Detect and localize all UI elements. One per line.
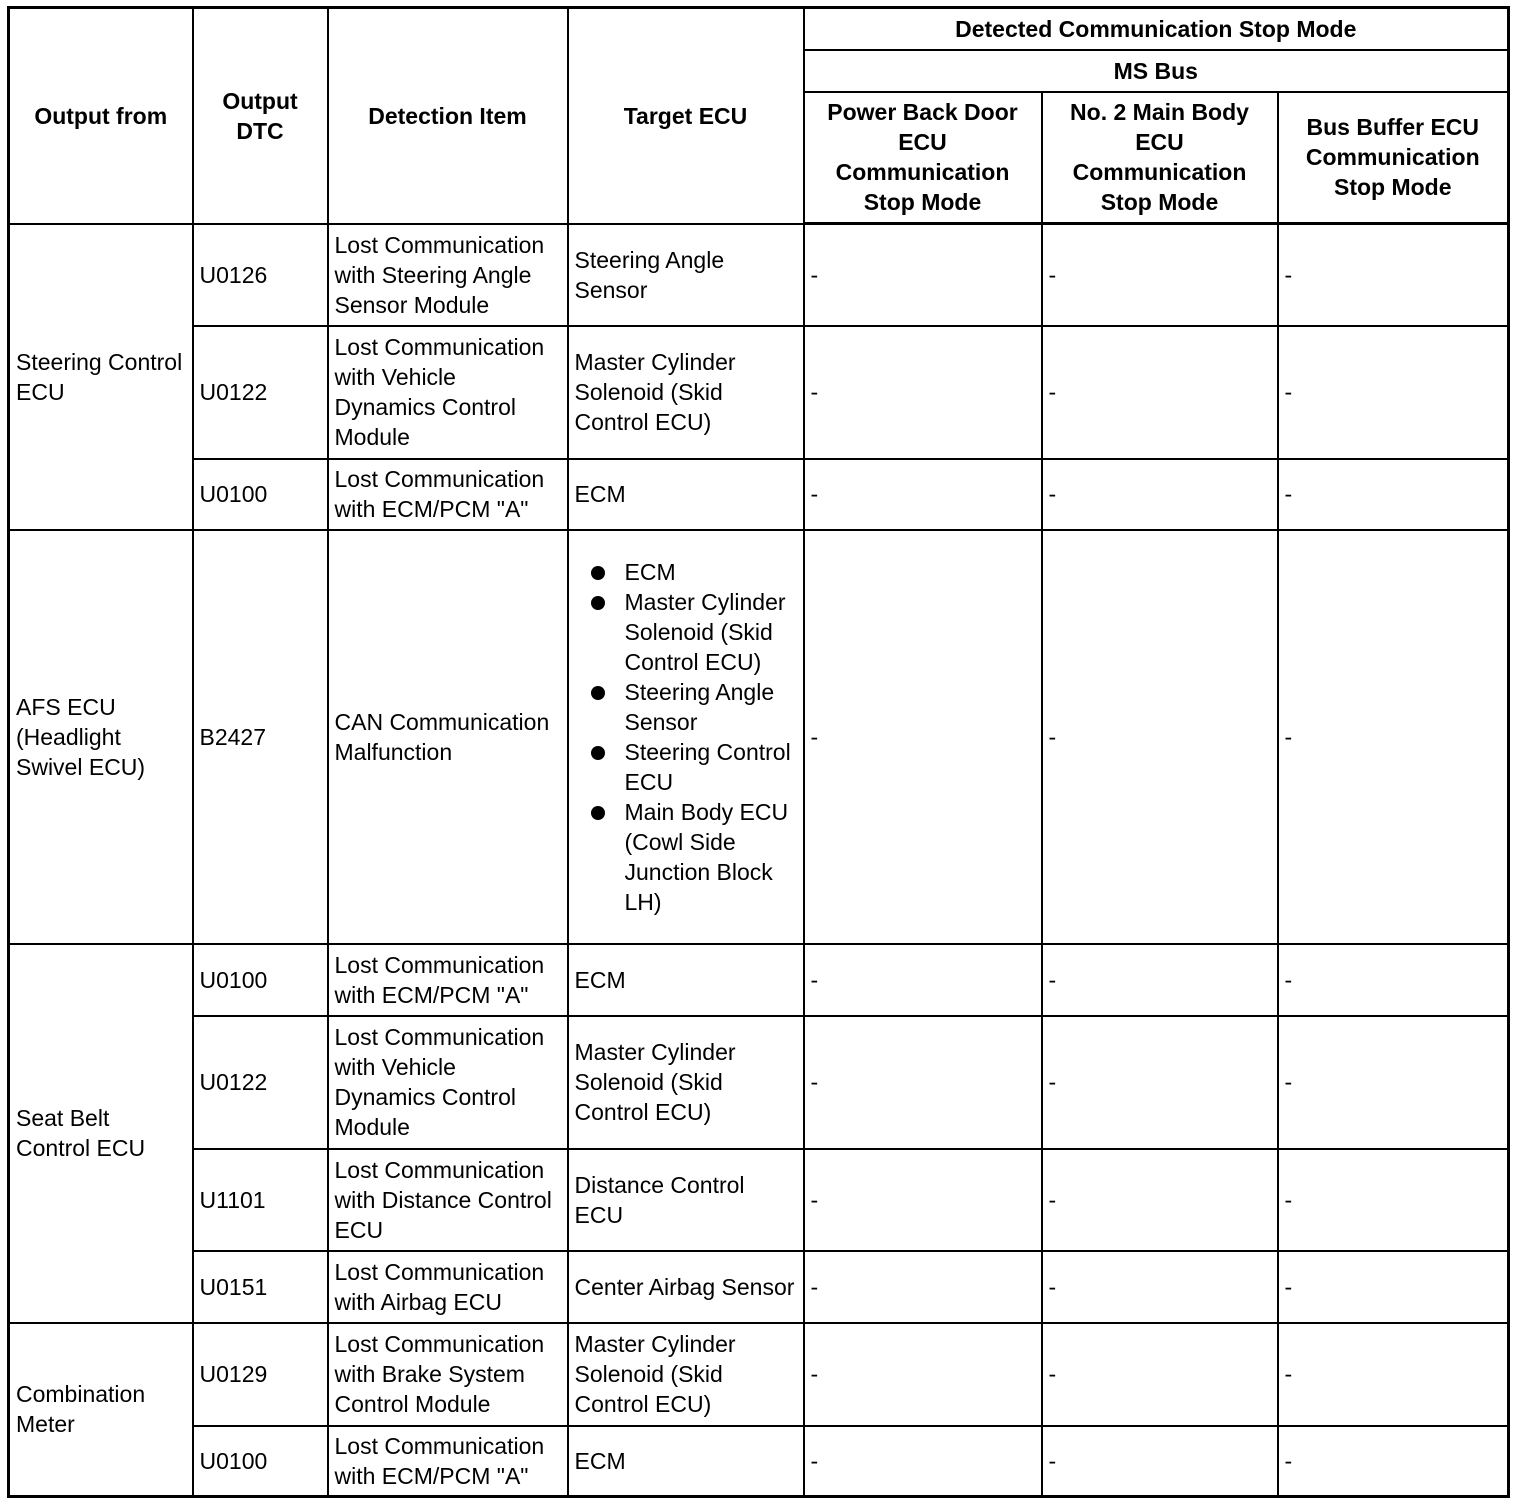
power-back-door-cell: - (804, 944, 1042, 1016)
table-row (9, 1426, 1509, 1497)
power-back-door-cell: - (804, 1323, 1042, 1426)
header-output-from: Output from (9, 8, 193, 224)
table-row (9, 944, 1509, 1016)
dtc-cell: U0100 (193, 1426, 328, 1497)
table-row (9, 1251, 1509, 1323)
header-power-back-door: Power Back Door ECU Communication Stop Mode (804, 92, 1042, 224)
detection-cell: Lost Communication with ECM/PCM "A" (328, 459, 568, 530)
bus-buffer-cell: - (1278, 459, 1509, 530)
dtc-cell: U0129 (193, 1323, 328, 1426)
dtc-cell: U0151 (193, 1251, 328, 1323)
no2-main-body-cell: - (1042, 1016, 1278, 1149)
no2-main-body-cell: - (1042, 530, 1278, 944)
power-back-door-cell: - (804, 1149, 1042, 1251)
detection-cell: Lost Communication with Vehicle Dynamics Control Module (328, 326, 568, 459)
target-cell: Master Cylinder Solenoid (Skid Control ECU) (568, 326, 804, 459)
detection-cell: Lost Communication with Distance Control ECU (328, 1149, 568, 1251)
target-cell: ECM (568, 1426, 804, 1497)
header-detected-mode: Detected Communication Stop Mode (804, 8, 1509, 50)
power-back-door-cell: - (804, 1016, 1042, 1149)
bullet-icon (591, 566, 605, 580)
power-back-door-cell: - (804, 224, 1042, 326)
table-row (9, 1149, 1509, 1251)
bus-buffer-cell: - (1278, 1251, 1509, 1323)
no2-main-body-cell: - (1042, 944, 1278, 1016)
target-cell (568, 530, 804, 944)
detection-cell: CAN Communication Malfunction (328, 530, 568, 944)
power-back-door-cell: - (804, 459, 1042, 530)
table-row (9, 326, 1509, 459)
table-row (9, 459, 1509, 530)
detection-cell: Lost Communication with ECM/PCM "A" (328, 944, 568, 1016)
table-row (9, 530, 1509, 944)
dtc-cell: U0122 (193, 326, 328, 459)
list-item: Main Body ECU (Cowl Side Junction Block LH) (575, 797, 797, 917)
list-item: ECM (575, 557, 797, 587)
target-cell: Master Cylinder Solenoid (Skid Control ECU) (568, 1016, 804, 1149)
dtc-cell: U0122 (193, 1016, 328, 1149)
dtc-cell: U0100 (193, 944, 328, 1016)
detection-cell: Lost Communication with Steering Angle Sensor Module (328, 224, 568, 326)
power-back-door-cell: - (804, 530, 1042, 944)
no2-main-body-cell: - (1042, 326, 1278, 459)
list-item: Master Cylinder Solenoid (Skid Control ECU) (575, 587, 797, 677)
bullet-icon (591, 806, 605, 820)
power-back-door-cell: - (804, 326, 1042, 459)
dtc-cell: B2427 (193, 530, 328, 944)
no2-main-body-cell: - (1042, 1323, 1278, 1426)
target-cell: Steering Angle Sensor (568, 224, 804, 326)
power-back-door-cell: - (804, 1251, 1042, 1323)
output-from-cell: AFS ECU (Headlight Swivel ECU) (9, 530, 193, 944)
header-bus-buffer: Bus Buffer ECU Communication Stop Mode (1278, 92, 1509, 224)
target-ecu-list (575, 557, 797, 917)
header-no2-main-body: No. 2 Main Body ECU Communication Stop Mode (1042, 92, 1278, 224)
detection-cell: Lost Communication with Brake System Control Module (328, 1323, 568, 1426)
output-from-cell: Combination Meter (9, 1323, 193, 1497)
target-cell: Center Airbag Sensor (568, 1251, 804, 1323)
table-row (9, 224, 1509, 326)
bus-buffer-cell: - (1278, 1426, 1509, 1497)
bus-buffer-cell: - (1278, 944, 1509, 1016)
bus-buffer-cell: - (1278, 1323, 1509, 1426)
dtc-cell: U1101 (193, 1149, 328, 1251)
output-from-cell: Steering Control ECU (9, 224, 193, 530)
target-cell: Master Cylinder Solenoid (Skid Control ECU) (568, 1323, 804, 1426)
bullet-icon (591, 596, 605, 610)
dtc-cell: U0100 (193, 459, 328, 530)
no2-main-body-cell: - (1042, 1149, 1278, 1251)
target-cell: ECM (568, 459, 804, 530)
table-row (9, 1323, 1509, 1426)
detection-cell: Lost Communication with Airbag ECU (328, 1251, 568, 1323)
detection-cell: Lost Communication with Vehicle Dynamics Control Module (328, 1016, 568, 1149)
no2-main-body-cell: - (1042, 459, 1278, 530)
header-ms-bus: MS Bus (804, 50, 1509, 92)
bullet-icon (591, 686, 605, 700)
target-cell: Distance Control ECU (568, 1149, 804, 1251)
dtc-cell: U0126 (193, 224, 328, 326)
no2-main-body-cell: - (1042, 224, 1278, 326)
target-cell: ECM (568, 944, 804, 1016)
header-detection-item: Detection Item (328, 8, 568, 224)
power-back-door-cell: - (804, 1426, 1042, 1497)
bus-buffer-cell: - (1278, 530, 1509, 944)
bus-buffer-cell: - (1278, 326, 1509, 459)
bus-buffer-cell: - (1278, 1016, 1509, 1149)
no2-main-body-cell: - (1042, 1251, 1278, 1323)
bus-buffer-cell: - (1278, 1149, 1509, 1251)
bullet-icon (591, 746, 605, 760)
dtc-table (7, 6, 1510, 1498)
table-row (9, 1016, 1509, 1149)
detection-cell: Lost Communication with ECM/PCM "A" (328, 1426, 568, 1497)
no2-main-body-cell: - (1042, 1426, 1278, 1497)
header-output-dtc: Output DTC (193, 8, 328, 224)
header-target-ecu: Target ECU (568, 8, 804, 224)
list-item: Steering Control ECU (575, 737, 797, 797)
bus-buffer-cell: - (1278, 224, 1509, 326)
output-from-cell: Seat Belt Control ECU (9, 944, 193, 1323)
list-item: Steering Angle Sensor (575, 677, 797, 737)
